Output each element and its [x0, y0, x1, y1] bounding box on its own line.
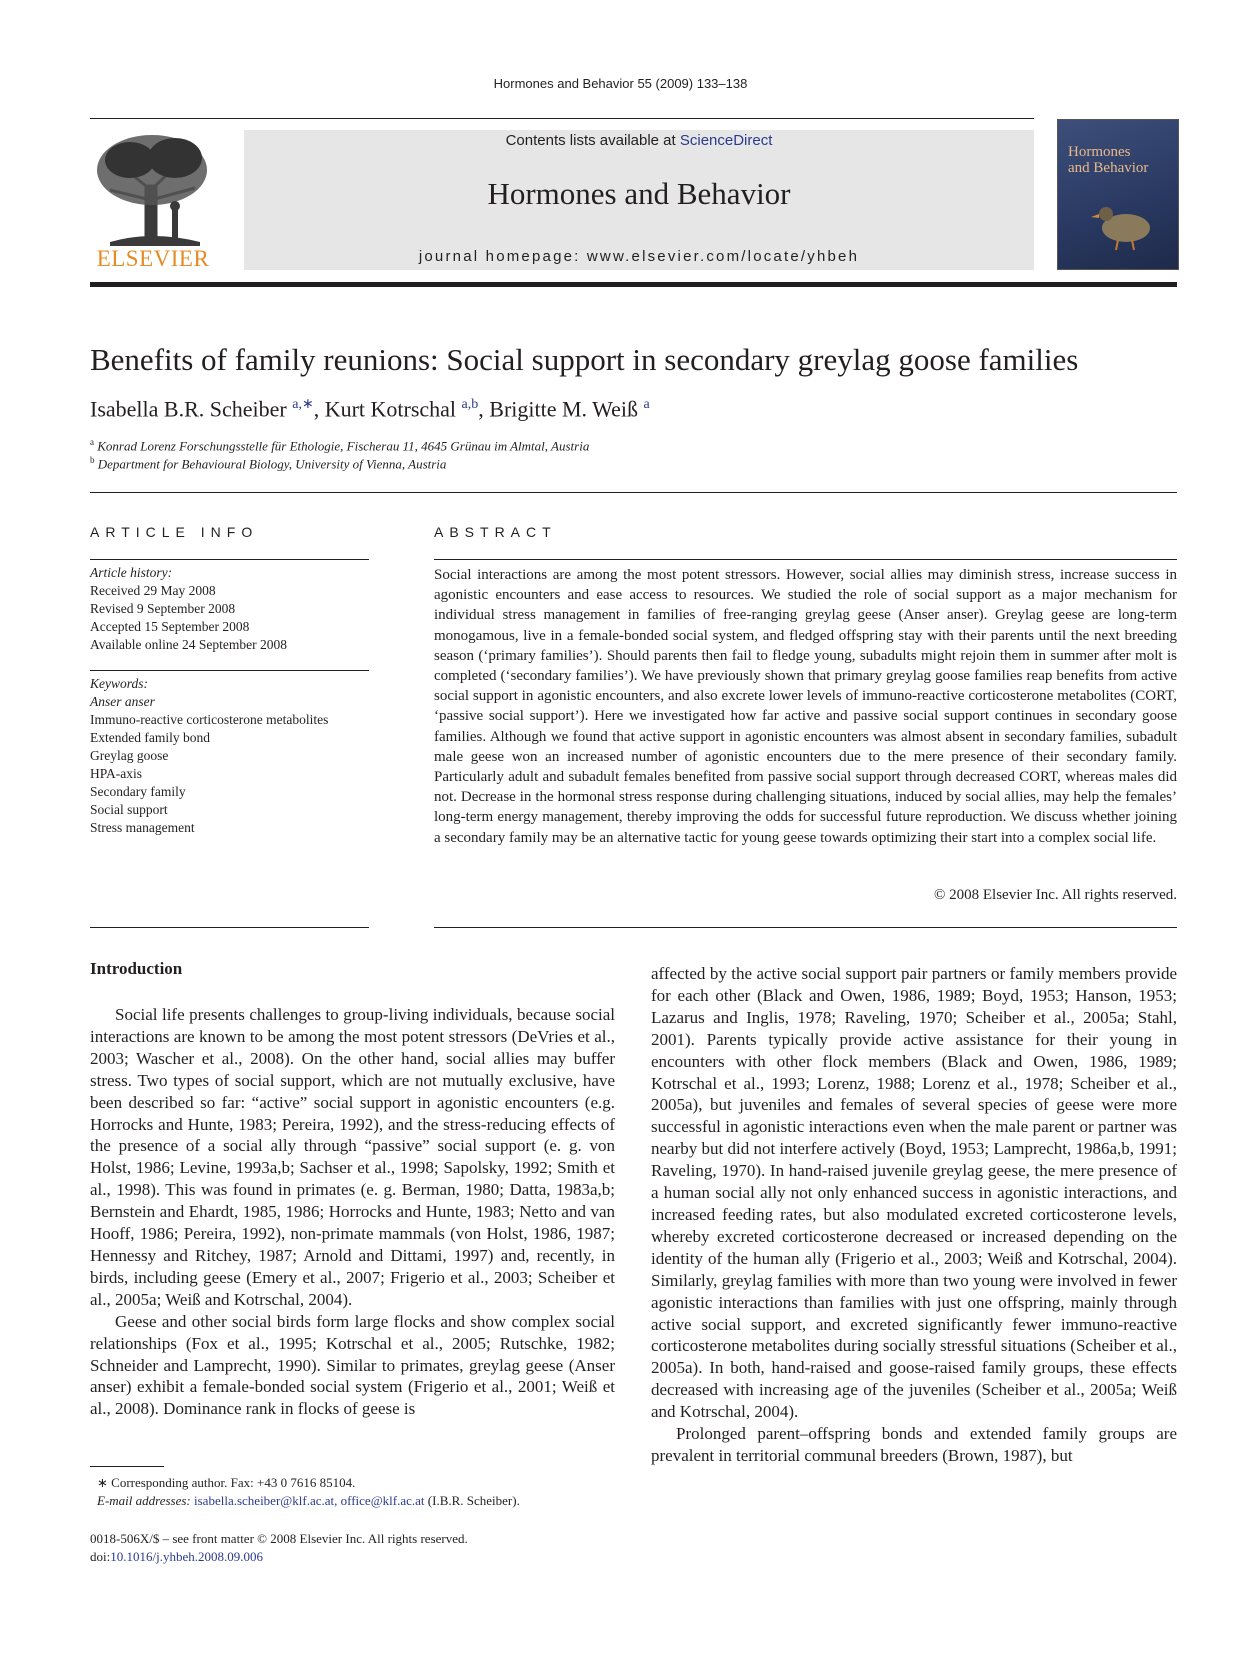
body-paragraph: Social life presents challenges to group-living individuals, because social interactions are known to be among the most potent stressors (DeVries et al., 2003; Wascher et al., 2008). On the other hand, social allies may buffer stress. Two types of social support, which are not mutually exclusive, have been described so far: “active” social support in agonistic encounters (e.g. Horrocks and Hunte, 1983; Pereira, 1992), and the stress-reducing effects of the presence of a social ally through “passive” social support (e. g. von Holst, 1986; Levine, 1993a,b; Sachser et al., 1998; Sapolsky, 1992; Smith et al., 1998). This was found in primates (e. g. Berman, 1980; Datta, 1983a,b; Bernstein and Ehardt, 1985, 1986; Horrocks and Hunte, 1983; Netto and van Hooff, 1986; Pereira, 1992), non-primate mammals (von Holst, 1986, 1987; Hennessy and Ritchey, 1987; Arnold and Dittami, 1997) and, recently, in birds, including geese (Emery et al., 2007; Frigerio et al., 2003; Scheiber et al., 2005a; Weiß and Kotrschal, 2004). — [90, 1005, 615, 1309]
keyword-item: Anser anser — [90, 694, 155, 709]
history-item: Revised 9 September 2008 — [90, 601, 236, 616]
author-name: Brigitte M. Weiß — [489, 396, 639, 422]
top-rule — [90, 118, 1034, 119]
keyword-item: Social support — [90, 802, 168, 817]
issn-line: 0018-506X/$ – see front matter © 2008 Elsevier Inc. All rights reserved. — [90, 1531, 468, 1546]
author-list: Isabella B.R. Scheiber $^{a,∗}$, Kurt Kotrschal $^{a,b}$, Brigitte M. Weiß $^a$ — [90, 396, 650, 422]
doi-line — [90, 1548, 620, 1566]
email-label: E-mail addresses: — [97, 1493, 195, 1508]
journal-title: Hormones and Behavior — [487, 176, 791, 211]
corresponding-author-footnote — [97, 1474, 617, 1510]
footnote-rule — [90, 1466, 164, 1467]
info-rule — [90, 927, 369, 928]
cover-bird-icon — [1088, 192, 1158, 252]
keyword-item: Immuno-reactive corticosterone metabolites — [90, 712, 329, 727]
email-links[interactable]: isabella.scheiber@klf.ac.at, office@klf.ac.at — [194, 1493, 425, 1508]
abstract-rule — [434, 559, 1177, 560]
keywords-label: Keywords: — [90, 676, 148, 691]
corresponding-author: ∗ Corresponding author. Fax: +43 0 7616 85104. — [97, 1475, 356, 1490]
affiliation-mark: a — [90, 437, 94, 447]
keyword-item: Greylag goose — [90, 748, 169, 763]
keyword-item: Extended family bond — [90, 730, 210, 745]
introduction-heading: Introduction — [90, 959, 183, 978]
article-title: Benefits of family reunions: Social support in secondary greylag goose families — [90, 342, 1079, 377]
journal-reference: Hormones and Behavior 55 (2009) 133–138 — [493, 76, 748, 91]
affiliation-rule — [90, 492, 1177, 493]
keywords — [90, 675, 369, 837]
abstract-copyright: © 2008 Elsevier Inc. All rights reserved. — [933, 887, 1177, 903]
doi-link[interactable]: 10.1016/j.yhbeh.2008.09.006 — [110, 1549, 263, 1564]
author-name: Isabella B.R. Scheiber — [90, 396, 287, 422]
email-owner: (I.B.R. Scheiber). — [424, 1493, 520, 1508]
info-rule — [90, 670, 369, 671]
article-info-heading: ARTICLE INFO — [90, 524, 259, 540]
homepage-line — [244, 248, 1034, 265]
journal-cover-image — [1057, 119, 1179, 270]
history-item: Accepted 15 September 2008 — [90, 619, 250, 634]
abstract-text: Social interactions are among the most potent stressors. However, social allies may diminish stress, increase success in agonistic encounters and ease access to resources. We studied the role of social support as a major mechanism for individual stress management in families of free-ranging greylag geese (Anser anser). Greylag geese are long-term monogamous, live in a female-bonded social system, and fledged offspring stay with their parents until the next breeding season (‘primary families’). Should parents then fail to fledge young, subadults might rejoin them in summer after molt is completed (‘secondary families’). We have previously shown that primary greylag goose families reap benefits from active social support in agonistic encounters, and also excrete lower levels of immuno-reactive corticosterone metabolites (CORT, ‘passive social support’). Here we investigated how far active and passive social support continues in secondary goose families. Although we found that active support in agonistic encounters was almost absent in secondary families, subadult male geese won an increased number of agonistic encounters due to the mere presence of their secondary family. Particularly adult and subadult females benefited from passive social support through decreased CORT, whereas males did not. Decrease in the hormonal stress response during challenging situations, induced by social allies, may help the females’ long-term energy management, thereby improving the odds for successful future reproduction. We discuss whether joining a secondary family may be an alternative tactic for young geese towards optimizing their start into a complex social life. — [434, 567, 1177, 846]
cover-title-line-1: Hormones — [1068, 144, 1131, 160]
article-history — [90, 564, 369, 654]
keyword-item: Stress management — [90, 820, 195, 835]
homepage-link[interactable]: www.elsevier.com/locate/yhbeh — [586, 248, 860, 265]
affiliation-text: Konrad Lorenz Forschungsstelle für Ethologie, Fischerau 11, 4645 Grünau im Almtal, Austria — [97, 438, 590, 454]
header-thick-rule — [90, 282, 1177, 287]
history-item: Available online 24 September 2008 — [90, 637, 287, 652]
author-affiliation-mark[interactable]: a,b — [461, 397, 479, 412]
contents-line — [244, 132, 1034, 149]
abstract-rule — [434, 927, 1177, 928]
cover-title-line-2: and Behavior — [1068, 160, 1149, 176]
body-paragraph: Prolonged parent–offspring bonds and extended family groups are prevalent in territorial communal breeders (Brown, 1987), but — [651, 1424, 1177, 1465]
cover-title — [1068, 144, 1173, 176]
body-column-right — [651, 963, 1177, 1467]
contents-prefix: Contents lists available at — [505, 132, 680, 149]
affiliation-b — [90, 455, 446, 472]
author-name: Kurt Kotrschal — [324, 396, 457, 422]
info-rule — [90, 559, 369, 560]
body-paragraph: Geese and other social birds form large flocks and show complex social relationships (Fox et al., 1995; Kotrschal et al., 2005; Rutschke, 1982; Schneider and Lamprecht, 1990). Similar to primates, greylag geese (Anser anser) exhibit a female-bonded social system (Frigerio et al., 2001; Weiß et al., 2008). Dominance rank in flocks of geese is — [90, 1311, 615, 1419]
author-affiliation-mark[interactable]: a,∗ — [292, 397, 314, 412]
affiliation-a — [90, 437, 589, 454]
doi-label: doi: — [90, 1549, 111, 1564]
sciencedirect-link[interactable]: ScienceDirect — [679, 132, 773, 149]
abstract-heading: ABSTRACT — [434, 524, 557, 540]
author-affiliation-mark[interactable]: a — [643, 397, 650, 412]
homepage-prefix: journal homepage: — [418, 248, 587, 265]
body-column-left — [90, 1004, 615, 1420]
affiliation-text: Department for Behavioural Biology, University of Vienna, Austria — [97, 456, 447, 472]
elsevier-wordmark: ELSEVIER — [96, 246, 210, 271]
page-footer — [90, 1530, 620, 1566]
body-paragraph: affected by the active social support pair partners or family members provide for each other (Black and Owen, 1986, 1989; Boyd, 1953; Hanson, 1953; Lazarus and Inglis, 1978; Raveling, 1970; Scheiber et al., 2005a; Stahl, 2001). Parents typically provide active assistance for their young in encounters with other flock members (Black and Owen, 1986, 1989; Kotrschal et al., 1993; Lorenz, 1988; Lorenz et al., 1978; Scheiber et al., 2005a), but juveniles and females of several species of geese were more successful in agonistic interactions even when the male parent or partner was nearby but did not interfere actively (Boyd, 1953; Lamprecht, 1986a,b, 1991; Raveling, 1970). In hand-raised juvenile greylag geese, the mere presence of a human social ally not only enhanced success in agonistic interactions, and increased feeding rates, but also modulated excreted corticosterone levels, whereby excreted corticosterone decreased or increased depending on the identity of the human ally (Frigerio et al., 2003; Weiß and Kotrschal, 2004). Similarly, greylag families with more than two young were involved in fewer agonistic interactions than families with just one offspring, mainly through active social support, and excreted significantly fewer immuno-reactive corticosterone metabolites during socially stressful situations (Scheiber et al., 2005a). In both, hand-raised and goose-raised family groups, these effects decreased with increasing age of the juveniles (Scheiber et al., 2005a; Weiß and Kotrschal, 2004). — [651, 964, 1177, 1422]
keyword-item: Secondary family — [90, 784, 186, 799]
affiliation-mark: b — [90, 455, 95, 465]
email-line — [97, 1492, 617, 1510]
history-label: Article history: — [90, 565, 173, 580]
history-item: Received 29 May 2008 — [90, 583, 216, 598]
keyword-item: HPA-axis — [90, 766, 143, 781]
